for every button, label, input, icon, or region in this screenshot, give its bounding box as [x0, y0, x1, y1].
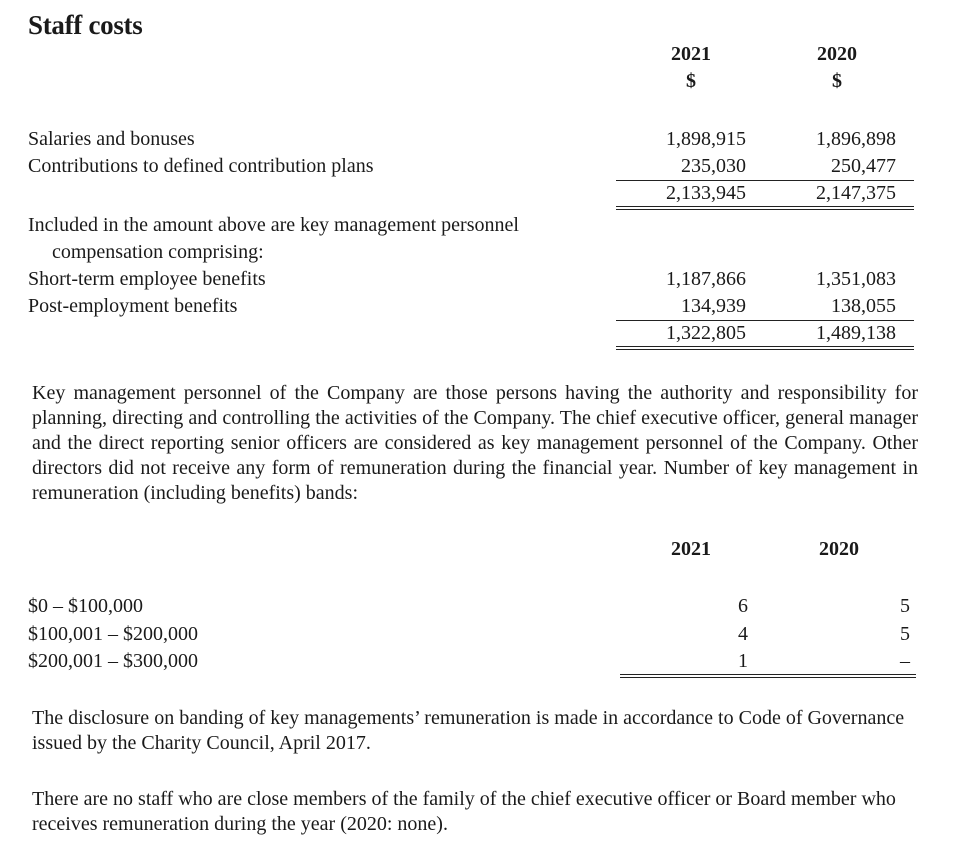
banding-disclosure-paragraph: The disclosure on banding of key managements’ remuneration is made in accordance to Code of Governance issued by the Charity Council, April 2017. [32, 707, 905, 754]
band-value-100k-200k-2020: 5 [900, 623, 910, 645]
value-contributions-2020: 250,477 [831, 155, 896, 177]
kmp-total-rule-lower [616, 349, 914, 350]
value-post-employment-2020: 138,055 [831, 295, 896, 317]
total-staff-costs-2020: 2,147,375 [816, 182, 896, 204]
col-header-2020: 2020 [817, 43, 857, 65]
row-label-short-term: Short-term employee benefits [28, 268, 266, 290]
value-contributions-2021: 235,030 [681, 155, 746, 177]
value-short-term-2021: 1,187,866 [666, 268, 746, 290]
band-label-100k-200k: $100,001 – $200,000 [28, 623, 198, 645]
col-unit-2021: $ [686, 70, 696, 92]
total-kmp-2021: 1,322,805 [666, 322, 746, 344]
total-kmp-2020: 1,489,138 [816, 322, 896, 344]
band-label-200k-300k: $200,001 – $300,000 [28, 650, 198, 672]
col-unit-2020: $ [832, 70, 842, 92]
kmp-description-paragraph: Key management personnel of the Company are those persons having the authority and responsibility for planning, directing and controlling the activities of the Company. The chief executive officer, general manager and the direct reporting senior officers are considered as key management personnel of the Company. Other directors did not receive any form of remuneration during the financial year. Number of key management in remuneration (including benefits) bands: [32, 382, 918, 504]
kmp-intro-line2: compensation comprising: [52, 241, 264, 263]
related-staff-paragraph: There are no staff who are close members of the family of the chief executive officer or Board member who receives remuneration during the year (2020: none). [32, 788, 896, 835]
page-title: Staff costs [28, 10, 143, 40]
bands-header-2021: 2021 [671, 538, 711, 560]
value-post-employment-2021: 134,939 [681, 295, 746, 317]
row-label-salaries: Salaries and bonuses [28, 128, 195, 150]
kmp-total-rule-upper [616, 346, 914, 347]
bands-total-rule-lower [620, 677, 916, 678]
value-salaries-2021: 1,898,915 [666, 128, 746, 150]
total-rule-upper [616, 206, 914, 207]
bands-total-rule-upper [620, 674, 916, 675]
band-value-0-100k-2020: 5 [900, 595, 910, 617]
kmp-intro-line1: Included in the amount above are key management personnel [28, 214, 519, 236]
total-rule-lower [616, 209, 914, 210]
total-staff-costs-2021: 2,133,945 [666, 182, 746, 204]
band-label-0-100k: $0 – $100,000 [28, 595, 143, 617]
value-short-term-2020: 1,351,083 [816, 268, 896, 290]
row-label-post-employment: Post-employment benefits [28, 295, 238, 317]
kmp-subtotal-rule [616, 320, 914, 321]
subtotal-rule [616, 180, 914, 181]
value-salaries-2020: 1,896,898 [816, 128, 896, 150]
col-header-2021: 2021 [671, 43, 711, 65]
band-value-0-100k-2021: 6 [738, 595, 748, 617]
row-label-contributions: Contributions to defined contribution plans [28, 155, 374, 177]
band-value-100k-200k-2021: 4 [738, 623, 748, 645]
band-value-200k-300k-2021: 1 [738, 650, 748, 672]
bands-header-2020: 2020 [819, 538, 859, 560]
band-value-200k-300k-2020: – [900, 650, 910, 672]
